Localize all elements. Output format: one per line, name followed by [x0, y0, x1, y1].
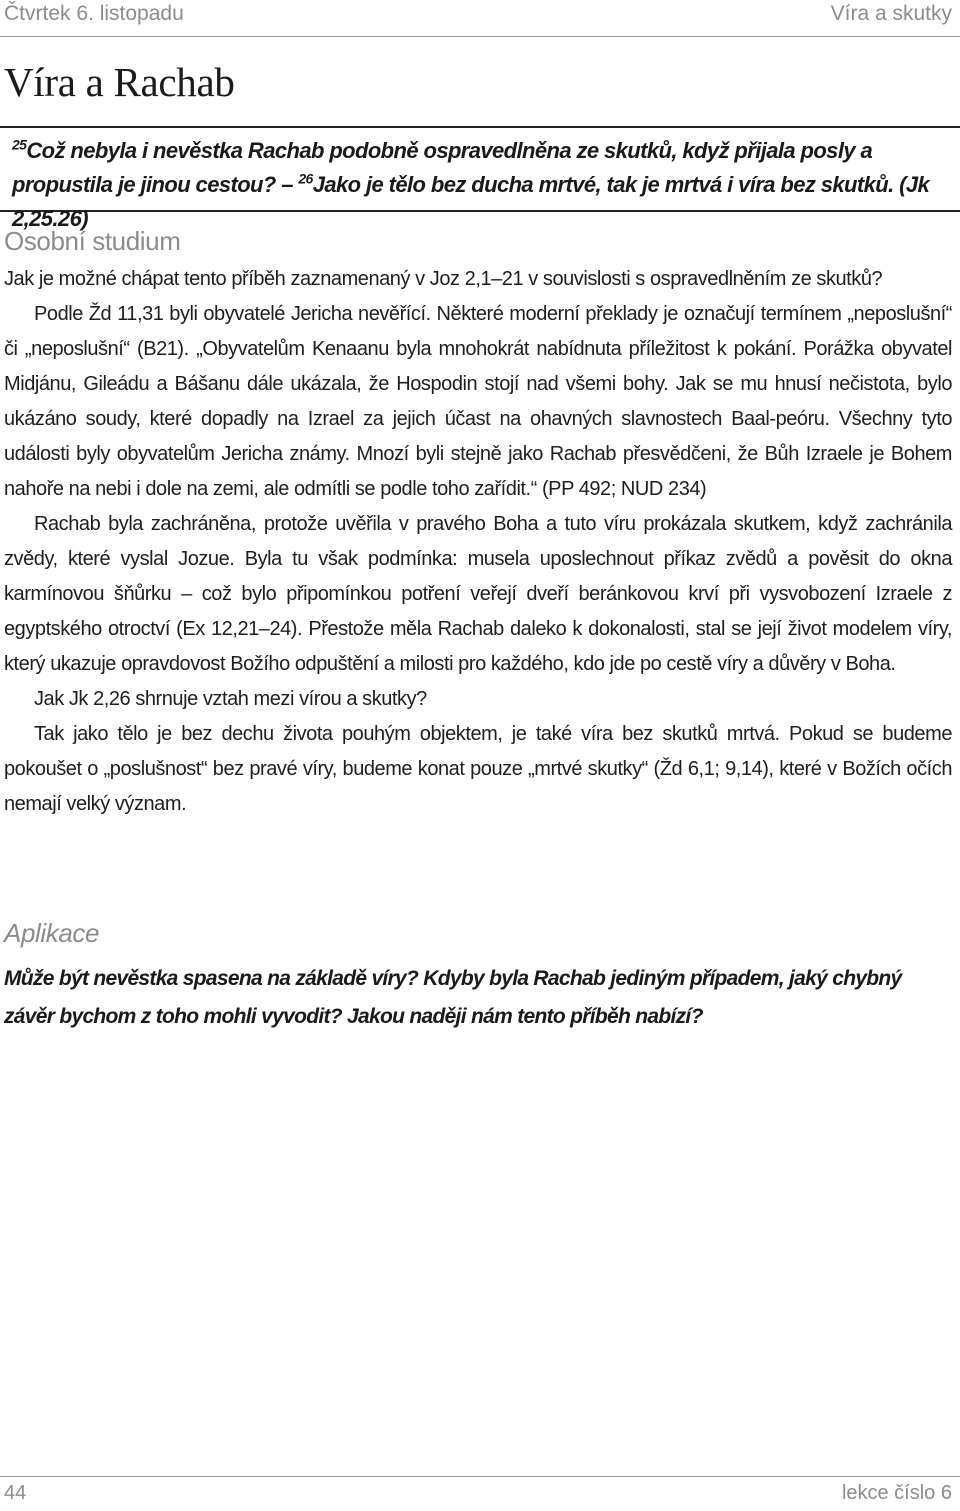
page-footer	[4, 1482, 952, 1505]
study-paragraph-2: Rachab byla zachráněna, protože uvěřila v pravého Boha a tuto víru prokázala skutkem, když zachránila zvědy, které vyslal Jozue. Byla tu však podmínka: musela uposlechnout příkaz zvědů a pověsit do okna karmínovou šňůrku – což bylo připomínkou potření veřejí dveří beránkovou krví při vysvobození Izraele z egyptského otroctví (Ex 12,21–24). Přestože měla Rachab daleko k dokonalosti, stal se její život modelem víry, který ukazuje opravdovost Božího odpuštění a milosti pro každého, kdo jde po cestě víry a důvěry v Boha.	[4, 513, 952, 675]
study-question-2: Jak Jk 2,26 shrnuje vztah mezi vírou a skutky?	[34, 688, 427, 710]
page-header	[4, 2, 952, 32]
study-paragraph-3: Tak jako tělo je bez dechu života pouhým objektem, je také víra bez skutků mrtvá. Pokud se budeme pokoušet o „poslušnost“ bez pravé víry, budeme konat pouze „mrtvé skutky“ (Žd 6,1; 9,14), které v Božích očích nemají velký význam.	[4, 723, 952, 815]
verse-text-26: Jako je tělo bez ducha mrtvé, tak je mrtvá i víra bez skutků. (Jk 2,25.26)	[12, 172, 930, 231]
study-paragraph-1: Podle Žd 11,31 byli obyvatelé Jericha nevěřící. Některé moderní překlady je označují termínem „neposlušní“ či „neposlušní“ (B21). „Obyvatelům Kenaanu byla mnohokrát nabídnuta příležitost k pokání. Porážka obyvatel Midjánu, Gileádu a Bášanu dále ukázala, že Hospodin stojí nad všemi bohy. Jak se mu hnusí nečistota, bylo ukázáno soudy, které dopadly na Izrael za jejich účast na ohavných slavnostech Baal-peóru. Všechny tyto události byly obyvatelům Jericha známy. Mnozí byli stejně jako Rachab přesvědčeni, že Bůh Izraele je Bohem nahoře na nebi i dole na zemi, ale odmítli se podle toho zařídit.“ (PP 492; NUD 234)	[4, 303, 952, 500]
header-divider	[0, 36, 960, 37]
personal-study-body	[4, 262, 952, 822]
personal-study-heading: Osobní studium	[4, 226, 181, 256]
key-verse-box	[0, 126, 960, 231]
page-title: Víra a Rachab	[4, 59, 235, 105]
key-verse	[12, 134, 954, 236]
header-series: Víra a skutky	[830, 2, 952, 25]
footer-divider	[0, 1476, 960, 1477]
application-heading: Aplikace	[4, 918, 100, 948]
study-question-1: Jak je možné chápat tento příběh zaznamenaný v Joz 2,1–21 v souvislosti s ospravedlněním ze skutků?	[4, 268, 883, 290]
header-date: Čtvrtek 6. listopadu	[4, 2, 184, 25]
lesson-label: lekce číslo 6	[841, 1482, 952, 1504]
verse-number-26: 26	[298, 170, 313, 187]
verse-text-25: Což nebyla i nevěstka Rachab podobně ospravedlněna ze skutků, když přijala posly a propustila je jinou cestou? –	[12, 138, 873, 197]
application-question: Může být nevěstka spasena na základě víry? Kdyby byla Rachab jediným případem, jaký chybný závěr bychom z toho mohli vyvodit? Jakou naději nám tento příběh nabízí?	[4, 967, 902, 1028]
verse-number-25: 25	[12, 136, 27, 153]
page-number: 44	[4, 1482, 27, 1504]
